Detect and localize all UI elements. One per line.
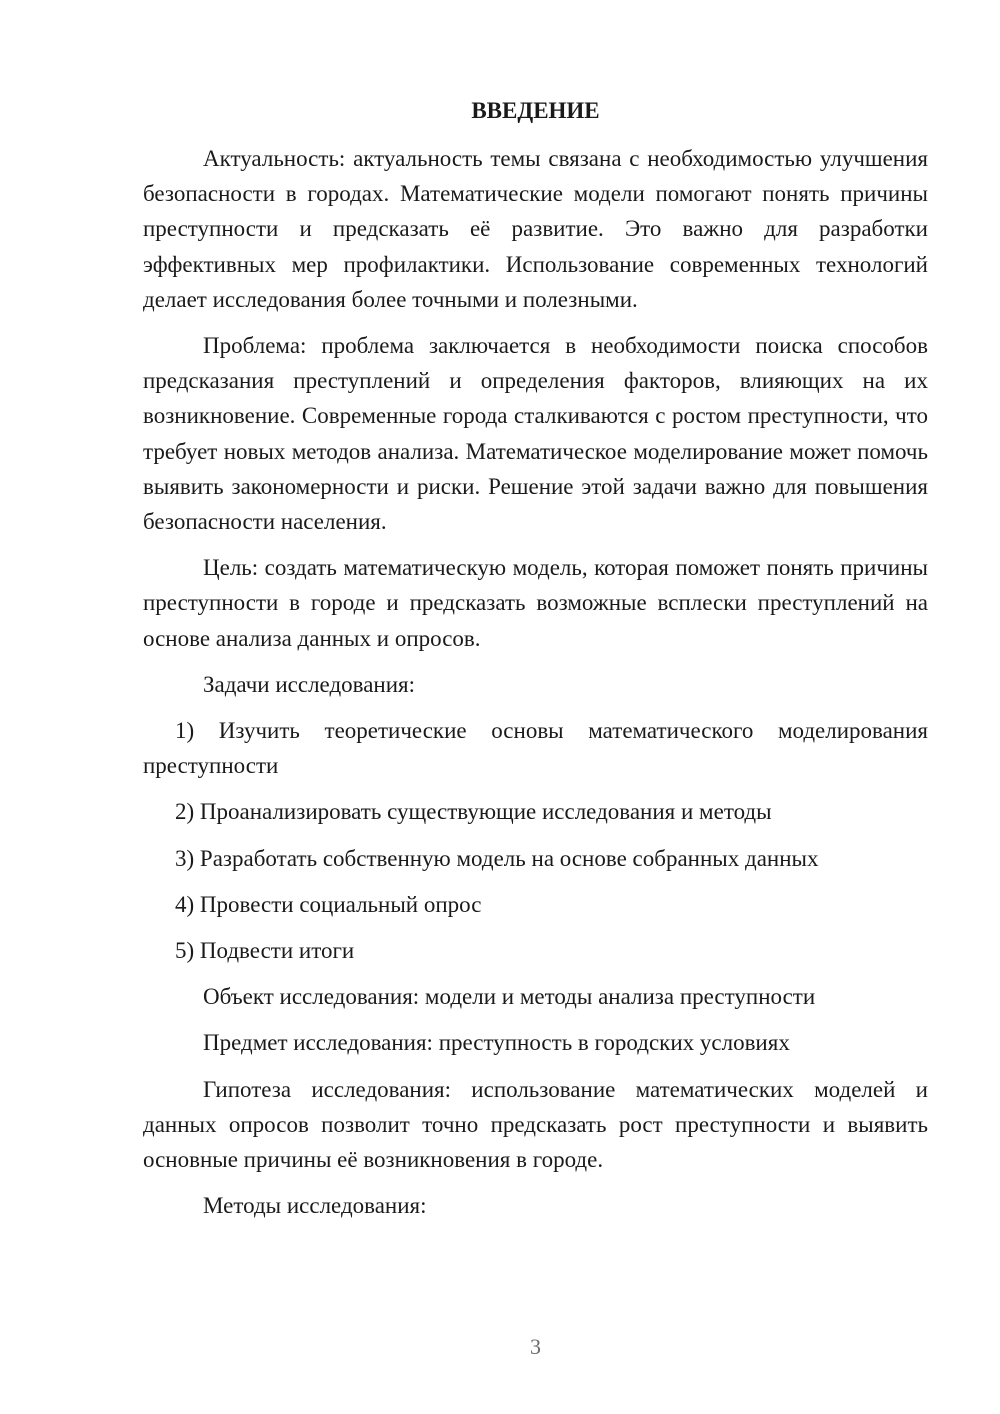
paragraph-hypothesis: Гипотеза исследования: использование математических моделей и данных опросов позволит точно предсказать рост преступности и выявить основные причины её возникновения в городе.	[143, 1076, 928, 1173]
paragraph-tasks-heading: Задачи исследования:	[203, 671, 416, 697]
paragraph-object: Объект исследования: модели и методы анализа преступности	[203, 984, 816, 1010]
document-body	[143, 141, 928, 1234]
task-item: 1) Изучить теоретические основы математического моделирования преступности	[143, 718, 928, 779]
task-item: 2) Проанализировать существующие исследования и методы	[175, 799, 772, 825]
page-number: 3	[530, 1334, 541, 1359]
paragraph-goal: Цель: создать математическую модель, которая поможет понять причины преступности в городе и предсказать возможные всплески преступлений на основе анализа данных и опросов.	[143, 555, 928, 651]
paragraph-relevance: Актуальность: актуальность темы связана с необходимостью улучшения безопасности в городах. Математические модели помогают понять причины преступности и предсказать её развитие. Это важно для разработки эффективных мер профилактики. Использование современных технологий делает исследования более точными и полезными.	[143, 146, 928, 312]
task-item: 4) Провести социальный опрос	[175, 891, 482, 917]
section-title: ВВЕДЕНИЕ	[471, 98, 600, 123]
paragraph-subject: Предмет исследования: преступность в городских условиях	[203, 1030, 790, 1056]
paragraph-problem: Проблема: проблема заключается в необходимости поиска способов предсказания преступлений и определения факторов, влияющих на их возникновение. Современные города сталкиваются с ростом преступности, что требует новых методов анализа. Математическое моделирование может помочь выявить закономерности и риски. Решение этой задачи важно для повышения безопасности населения.	[143, 333, 928, 535]
paragraph-methods-heading: Методы исследования:	[203, 1193, 427, 1219]
task-item: 3) Разработать собственную модель на основе собранных данных	[175, 845, 819, 871]
document-page	[143, 0, 928, 1414]
task-item: 5) Подвести итоги	[175, 938, 355, 964]
